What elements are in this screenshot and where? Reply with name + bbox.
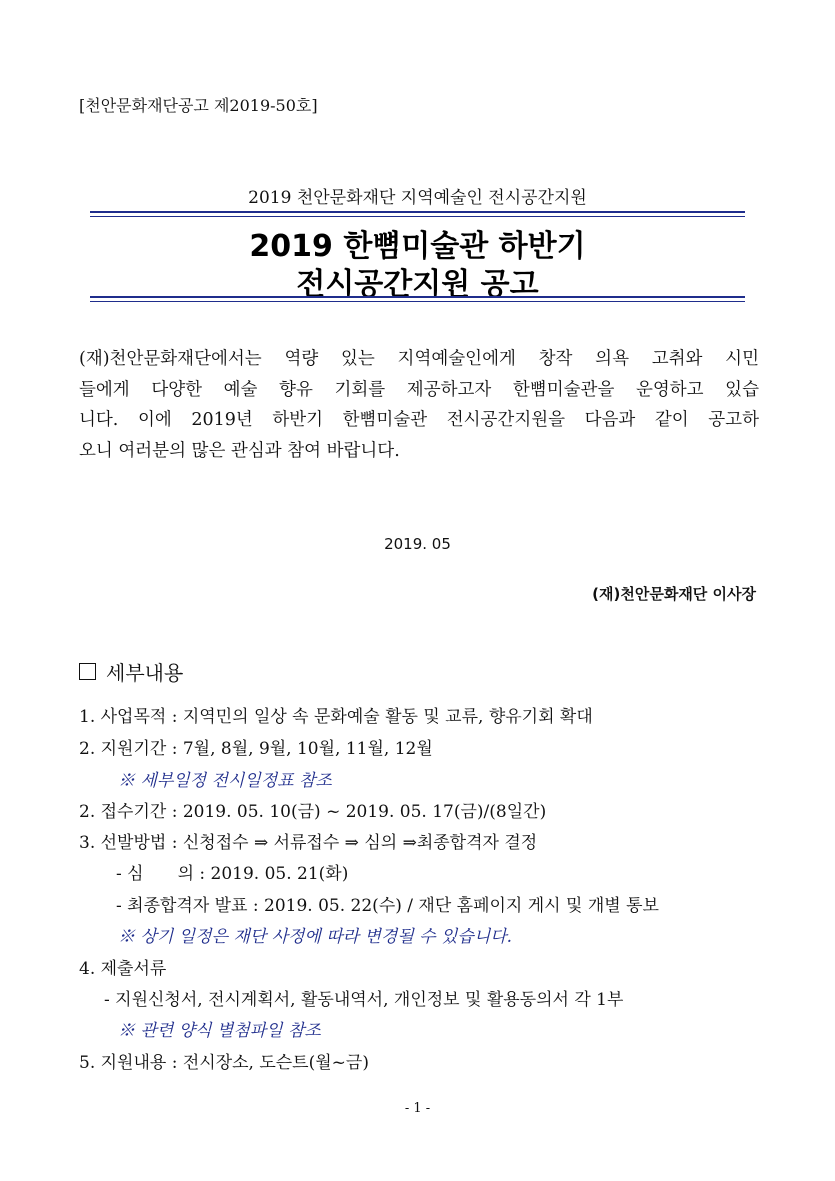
detail-note-attachment: ※ 관련 양식 별첨파일 참조 bbox=[118, 1021, 321, 1041]
notice-number: [천안문화재단공고 제2019-50호] bbox=[79, 96, 318, 115]
intro-line: 오니 여러분의 많은 관심과 참여 바랍니다. bbox=[79, 440, 400, 461]
detail-item-support-content: 5. 지원내용 : 전시장소, 도슨트(월~금) bbox=[79, 1053, 369, 1073]
detail-note-schedule: ※ 세부일정 전시일정표 참조 bbox=[118, 771, 332, 791]
intro-paragraph bbox=[79, 344, 759, 466]
announcement-subtitle: 2019 천안문화재단 지역예술인 전시공간지원 bbox=[248, 188, 587, 208]
detail-note-schedule-change: ※ 상기 일정은 재단 사정에 따라 변경될 수 있습니다. bbox=[118, 927, 513, 947]
page-number: - 1 - bbox=[404, 1101, 431, 1116]
title-rule-top bbox=[90, 211, 745, 217]
checkbox-square-icon bbox=[79, 663, 96, 680]
intro-line: (재)천안문화재단에서는 역량 있는 지역예술인에게 창작 의욕 고취와 시민 bbox=[79, 349, 759, 369]
announcement-title-line1: 2019 한뼘미술관 하반기 bbox=[249, 229, 586, 264]
detail-subitem-final-announcement: - 최종합격자 발표 : 2019. 05. 22(수) / 재단 홈페이지 게시 및 개별 통보 bbox=[116, 896, 659, 916]
detail-item-purpose: 1. 사업목적 : 지역민의 일상 속 문화예술 활동 및 교류, 향유기회 확대 bbox=[79, 707, 593, 727]
detail-item-support-period: 2. 지원기간 : 7월, 8월, 9월, 10월, 11월, 12월 bbox=[79, 739, 433, 759]
issuer-name: (재)천안문화재단 이사장 bbox=[592, 585, 756, 603]
section-heading-label: 세부내용 bbox=[106, 661, 184, 685]
announcement-title-line2: 전시공간지원 공고 bbox=[296, 267, 539, 302]
detail-subitem-review: - 심 의 : 2019. 05. 21(화) bbox=[116, 864, 349, 884]
detail-item-documents: 4. 제출서류 bbox=[79, 959, 167, 979]
intro-line: 들에게 다양한 예술 향유 기회를 제공하고자 한뼘미술관을 운영하고 있습 bbox=[79, 379, 759, 400]
announcement-date: 2019. 05 bbox=[384, 535, 451, 553]
section-heading bbox=[79, 657, 183, 686]
detail-item-selection-method: 3. 선발방법 : 신청접수 ⇒ 서류접수 ⇒ 심의 ⇒최종합격자 결정 bbox=[79, 833, 538, 853]
title-rule-bottom bbox=[90, 296, 745, 302]
detail-subitem-document-list: - 지원신청서, 전시계획서, 활동내역서, 개인정보 및 활용동의서 각 1부 bbox=[104, 990, 624, 1010]
intro-line: 니다. 이에 2019년 하반기 한뼘미술관 전시공간지원을 다음과 같이 공고하 bbox=[79, 410, 759, 430]
detail-item-application-period: 2. 접수기간 : 2019. 05. 10(금) ~ 2019. 05. 17(금)/(8일간) bbox=[79, 802, 547, 822]
